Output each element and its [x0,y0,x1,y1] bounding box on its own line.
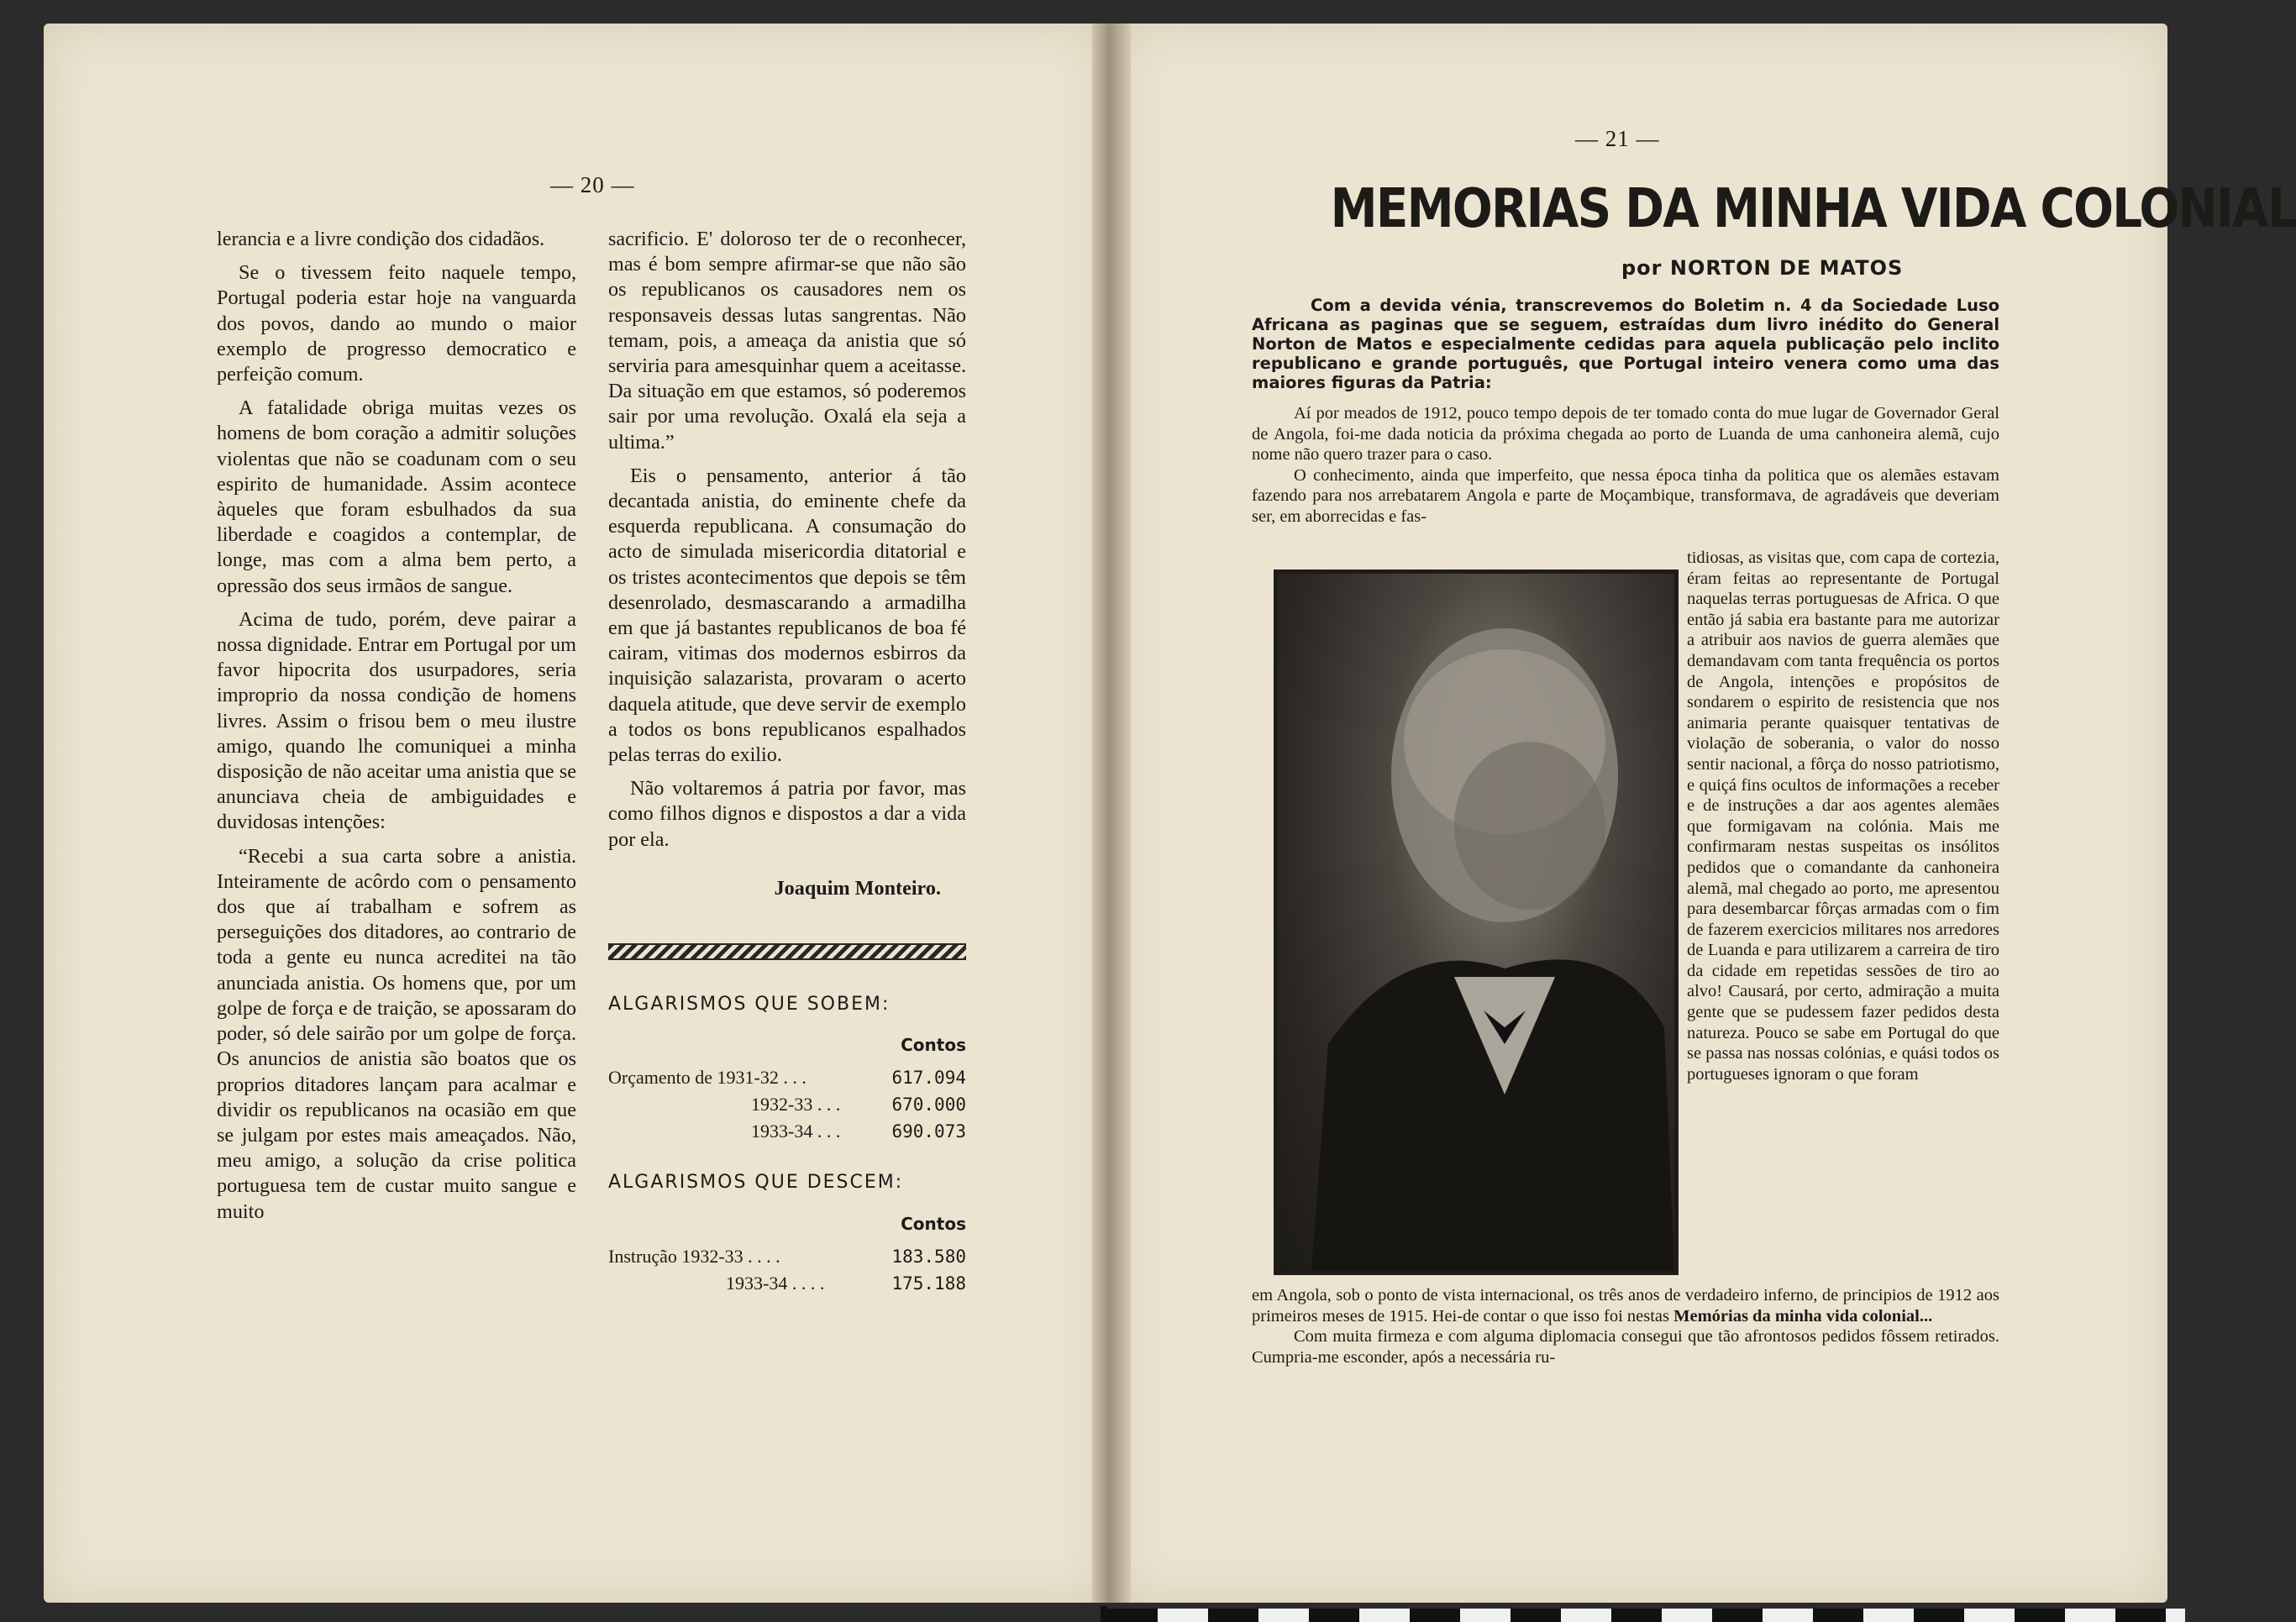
portrait-photo [1274,570,1679,1275]
sobem-title: ALGARISMOS QUE SOBEM: [608,994,891,1016]
row-value: 617.094 [891,1068,966,1089]
table-row [608,1118,966,1145]
paragraph: “Recebi a sua carta sobre a anistia. Inteiramente de acôrdo com o pensamento dos que aí trabalham e sofrem as perseguições dos ditadores, ao contrario de toda a gente eu nunca acreditei na tão anunciada anistia. Os homens que, por um golpe de força e de traição, se apossaram do poder, só dele sairão por um golpe de força. Os anuncios de anistia são boatos que os proprios ditadores lançam para acalmar e dividir os republicanos na ocasião em que se julgam por estes mais ameaçados. Não, meu amigo, a solução da crise politica portuguesa tem de custar muito sangue e muito [217,844,576,1223]
table-row [608,1091,966,1118]
row-label: 1933-34 . . . [751,1121,841,1142]
row-value: 690.073 [891,1121,966,1142]
article-byline: por NORTON DE MATOS [1621,256,1904,280]
book-gutter [1092,24,1131,1603]
portrait-icon [1278,574,1674,1271]
table-row [608,1064,966,1091]
row-label: 1933-34 . . . . [726,1272,825,1294]
page-number-right: — 21 — [1575,126,1660,151]
paragraph: lerancia e a livre condição dos cidadãos. [217,228,545,250]
article-intro [1252,296,1999,392]
table-row [608,1270,966,1297]
row-value: 175.188 [891,1273,966,1294]
intro-paragraph: Com a devida vénia, transcrevemos do Boletim n. 4 da Sociedade Luso Africana as paginas que se seguem, estraídas dum livro inédito do General Norton de Matos e especialmente cedidas para aquela publicação pelo inclito republicano e grande português, que Portugal inteiro venera como uma das maiores figuras da Patria: [1252,296,1999,392]
paragraph: Se o tivessem feito naquele tempo, Portugal poderia estar hoje na vanguarda dos povos, dando ao mundo o maior exemplo de progresso democratico e perfeição comum. [217,261,576,386]
row-value: 183.580 [891,1246,966,1267]
paragraph [1252,1285,1999,1326]
article-title: MEMORIAS DA MINHA VIDA COLONIAL [1330,178,2296,240]
scale-ruler [1107,1609,2185,1622]
bottom-text: em Angola, sob o ponto de vista internacional, os três anos de verdadeiro inferno, de principios de 1912 aos primeiros meses de 1915. Hei-de contar o que isso foi nestas [1252,1286,1999,1325]
paragraph: Eis o pensamento, anterior á tão decantada anistia, do eminente chefe da esquerda republicana. A consumação do acto de simulada misericordia ditatorial e os tristes acontecimentos que depois se têm desenrolado, desmascarando a armadilha em que já bastantes republicanos de boa fé cairam, vitimas dos modernos esbirros da inquisição salazarista, provaram o acerto daquela atitude, que deve servir de exemplo a todos os bons republicanos espalhados pelas terras do exilio. [608,464,966,767]
left-column-2 [608,227,966,1297]
paragraph: Com muita firmeza e com alguma diplomacia consegui que tão afrontosos pedidos fôssem retirados. Cumpria-me esconder, após a necessária ru- [1252,1327,1999,1367]
paragraph: tidiosas, as visitas que, com capa de cortezia, éram feitas ao representante de Portugal naquelas terras portuguesas de Africa. O que então já sabia era bastante para me autorizar a atribuir aos navios de guerra alemães que demandavam com tanta frequência os portos de Angola, intenções e propósitos de sondarem o espirito de resistencia que nos animaria perante quaisquer tentativas de violação de soberania, o valor do nosso sentir nacional, a fôrça do nosso patriotismo, e quiçá fins ocultos de informações a receber e de instruções a dar aos agentes alemães que formigavam na colónia. Mais me confirmaram nestas suspeitas os insólitos pedidos que o comandante da canhoneira alemã, mal chegado ao porto, me apresentou para desembarcar fôrças armadas com o fim de fazerem exercicios militares nos arredores de Luanda e para utilizarem a carreira de tiro da cidade em repetidas sessões de tiro ao alvo! Causará, por certo, admiração a muita gente que se pudessem fazer pedidos desta natureza. Pouco se sabe em Portugal do que se passa nas nossas colónias, e quási todos os portugueses ignoram o que foram [1687,549,1999,1084]
row-value: 670.000 [891,1094,966,1115]
sobem-unit: Contos [901,1035,966,1056]
paragraph: Não voltaremos á patria por favor, mas como filhos dignos e dispostos a dar a vida por ela. [608,777,966,851]
descem-title: ALGARISMOS QUE DESCEM: [608,1172,904,1194]
article-body-side [1687,548,1999,1084]
row-label: 1932-33 . . . [751,1094,841,1115]
paragraph: A fatalidade obriga muitas vezes os homens de bom coração a admitir soluções violentas que não se coadunam com o seu espirito de humanidade. Assim acontece àqueles que foram esbulhados da sua liberdade e coagidos a contemplar, de longe, mas com a alma bem perto, a opressão dos seus irmãos de sangue. [217,396,576,597]
article-body-bottom [1252,1285,1999,1367]
bottom-bold-text: Memórias da minha vida colonial... [1673,1306,1933,1325]
table-row [608,1243,966,1270]
paragraph: Aí por meados de 1912, pouco tempo depois de ter tomado conta do mue lugar de Governador Geral de Angola, foi-me dada noticia da próxima chegada ao porto de Luanda de uma canhoneira alemã, cujo nome não quero trazer para o caso. [1252,404,1999,465]
article-body-top [1252,403,1999,528]
row-label: Orçamento de 1931-32 . . . [608,1067,806,1089]
signature: Joaquim Monteiro. [774,876,941,900]
row-label: Instrução 1932-33 . . . . [608,1245,780,1267]
descem-unit: Contos [901,1213,966,1234]
checkered-divider [608,943,966,960]
page-number-left: — 20 — [550,172,635,197]
paragraph: sacrificio. E' doloroso ter de o reconhecer, mas é bom sempre afirmar-se que não são os republicanos os causadores nem os responsaveis dessas lutas sangrentas. Não temam, pois, a ameaça da anistia que só serviria para amesquinhar quem a aceitasse. Da situação em que estamos, só poderemos sair por uma revolução. Oxalá ela seja a ultima.” [608,228,966,454]
left-column-1 [217,227,576,1233]
paragraph: Acima de tudo, porém, deve pairar a nossa dignidade. Entrar em Portugal por um favor hipocrita dos usurpadores, seria improprio da nossa condição de homens livres. Assim o frisou bem o meu ilustre amigo, quando lhe comuniquei a minha disposição de não aceitar uma anistia que se anunciava cheia de ambiguidades e duvidosas intenções: [217,607,576,834]
paragraph: O conhecimento, ainda que imperfeito, que nessa época tinha da politica que os alemães estavam fazendo para nos arrebatarem Angola e parte de Moçambique, transformava, de agradáveis que deveriam ser, em aborrecidas e fas- [1252,465,1999,526]
ruler-end [1101,1606,1107,1622]
